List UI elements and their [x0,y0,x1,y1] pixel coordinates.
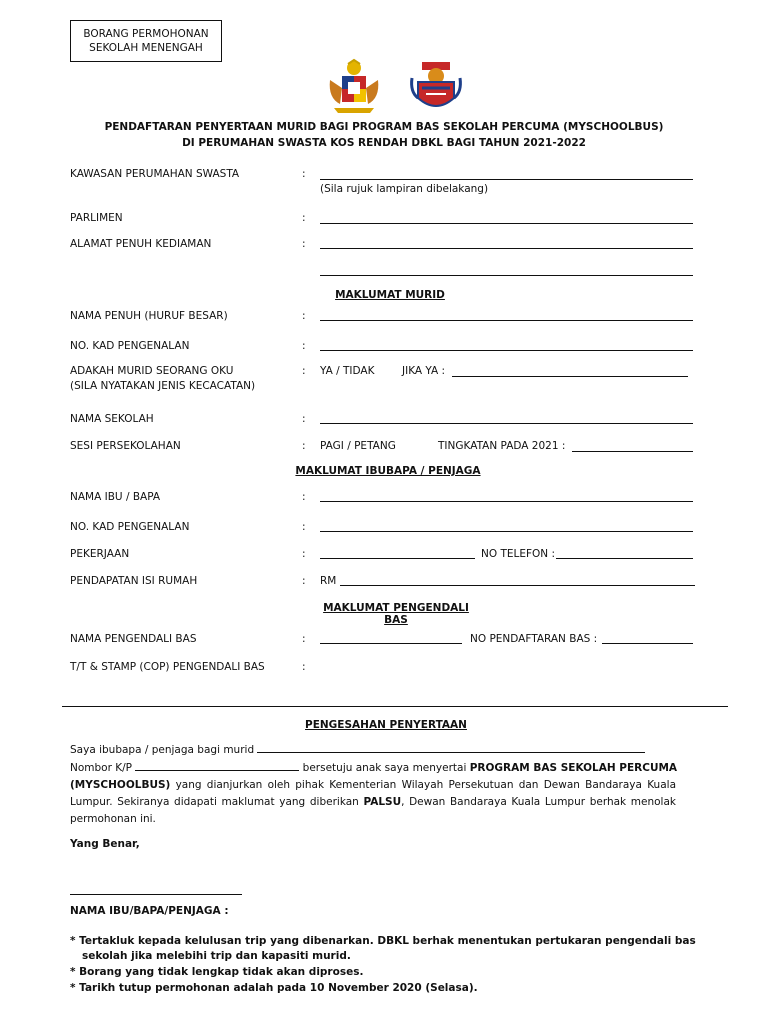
label-nama-murid: NAMA PENUH (HURUF BESAR) [70,310,228,322]
signature-line[interactable] [70,894,242,895]
oku-ya-tidak[interactable]: YA / TIDAK [320,365,375,377]
colon: : [302,168,306,180]
label-pendapatan: PENDAPATAN ISI RUMAH [70,575,198,587]
tingkatan-field[interactable] [572,451,693,452]
form-type-box [70,20,222,62]
kp-blank[interactable] [135,759,299,771]
jika-ya-field[interactable] [452,376,688,377]
label-oku: ADAKAH MURID SEORANG OKU [70,365,234,377]
section-divider [62,706,728,707]
pengesahan-p2: Nombor K/P [70,762,136,774]
section-maklumat-murid: MAKLUMAT MURID [335,289,445,301]
pengesahan-myschoolbus: (MYSCHOOLBUS) [70,779,171,791]
form-type-line2: SEKOLAH MENENGAH [89,42,203,54]
yang-benar: Yang Benar, [70,838,140,850]
parlimen-field[interactable] [320,223,693,224]
section-maklumat-ibubapa: MAKLUMAT IBUBAPA / PENJAGA [295,465,481,477]
label-jika-ya: JIKA YA : [402,365,446,377]
nama-murid-blank[interactable] [257,741,645,753]
label-ic-murid: NO. KAD PENGENALAN [70,340,190,352]
pengesahan-program: PROGRAM BAS SEKOLAH PERCUMA [469,762,678,774]
dbkl-crest-icon [408,58,464,116]
note-3: * Tarikh tutup permohonan adalah pada 10 November 2020 (Selasa). [70,982,478,994]
nama-ibubapa-field[interactable] [320,501,693,502]
colon: : [302,633,306,645]
kawasan-field[interactable] [320,179,693,180]
section-pengesahan: PENGESAHAN PENYERTAAN [305,719,467,731]
colon: : [302,310,306,322]
pengendali-bas-field[interactable] [320,643,462,644]
signature-label: NAMA IBU/BAPA/PENJAGA : [70,905,229,917]
no-pendaftaran-field[interactable] [602,643,693,644]
sesi-pagi-petang[interactable]: PAGI / PETANG [320,440,396,452]
alamat-field-line1[interactable] [320,248,693,249]
label-pengendali-bas: NAMA PENGENDALI BAS [70,633,197,645]
label-telefon: NO TELEFON : [481,548,556,560]
label-kawasan: KAWASAN PERUMAHAN SWASTA [70,168,240,180]
telefon-field[interactable] [556,558,693,559]
colon: : [302,238,306,250]
colon: : [302,491,306,503]
pendapatan-field[interactable] [340,585,695,586]
kawasan-note: (Sila rujuk lampiran dibelakang) [320,183,489,195]
label-oku-note: (SILA NYATAKAN JENIS KECACATAN) [70,380,256,392]
colon: : [302,212,306,224]
label-tingkatan: TINGKATAN PADA 2021 : [438,440,566,452]
note-1-cont: sekolah jika melebihi trip dan kapasiti murid. [82,950,351,962]
ic-ibubapa-field[interactable] [320,531,693,532]
colon: : [302,365,306,377]
label-nama-ibubapa: NAMA IBU / BAPA [70,491,161,503]
section-maklumat-bas: MAKLUMAT PENGENDALI BAS [323,602,469,626]
alamat-field-line2[interactable] [320,275,693,276]
jata-negara-icon [326,58,382,116]
note-2: * Borang yang tidak lengkap tidak akan diproses. [70,966,364,978]
pengesahan-p5: , Dewan Bandaraya Kuala Lumpur berhak menolak permohonan ini. [70,796,676,825]
pengesahan-p3: bersetuju anak saya menyertai [299,762,470,774]
pengesahan-p4: yang dianjurkan oleh pihak Kementerian Wilayah Persekutuan dan Dewan Bandaraya Kuala Lumpur. Sekiranya didapati maklumat yang diberikan [70,779,676,808]
colon: : [302,548,306,560]
label-rm: RM [320,575,337,587]
label-ic-ibubapa: NO. KAD PENGENALAN [70,521,190,533]
form-title-line2: DI PERUMAHAN SWASTA KOS RENDAH DBKL BAGI TAHUN 2021-2022 [182,137,586,149]
colon: : [302,340,306,352]
label-sesi: SESI PERSEKOLAHAN [70,440,181,452]
pengesahan-p1: Saya ibubapa / penjaga bagi murid [70,744,258,756]
label-alamat: ALAMAT PENUH KEDIAMAN [70,238,212,250]
label-no-pendaftaran: NO PENDAFTARAN BAS : [470,633,598,645]
pekerjaan-field[interactable] [320,558,475,559]
colon: : [302,661,306,673]
pengesahan-palsu: PALSU [363,796,402,808]
nama-murid-field[interactable] [320,320,693,321]
form-title-line1: PENDAFTARAN PENYERTAAN MURID BAGI PROGRAM BAS SEKOLAH PERCUMA (MYSCHOOLBUS) [104,121,664,133]
note-1: * Tertakluk kepada kelulusan trip yang dibenarkan. DBKL berhak menentukan pertukaran pengendali bas [70,935,696,947]
form-type-line1: BORANG PERMOHONAN [83,28,209,40]
pengesahan-paragraph [70,741,676,828]
colon: : [302,575,306,587]
label-pekerjaan: PEKERJAAN [70,548,130,560]
label-sekolah: NAMA SEKOLAH [70,413,154,425]
colon: : [302,521,306,533]
ic-murid-field[interactable] [320,350,693,351]
label-parlimen: PARLIMEN [70,212,123,224]
colon: : [302,413,306,425]
label-stamp: T/T & STAMP (COP) PENGENDALI BAS [70,661,265,673]
sekolah-field[interactable] [320,423,693,424]
colon: : [302,440,306,452]
